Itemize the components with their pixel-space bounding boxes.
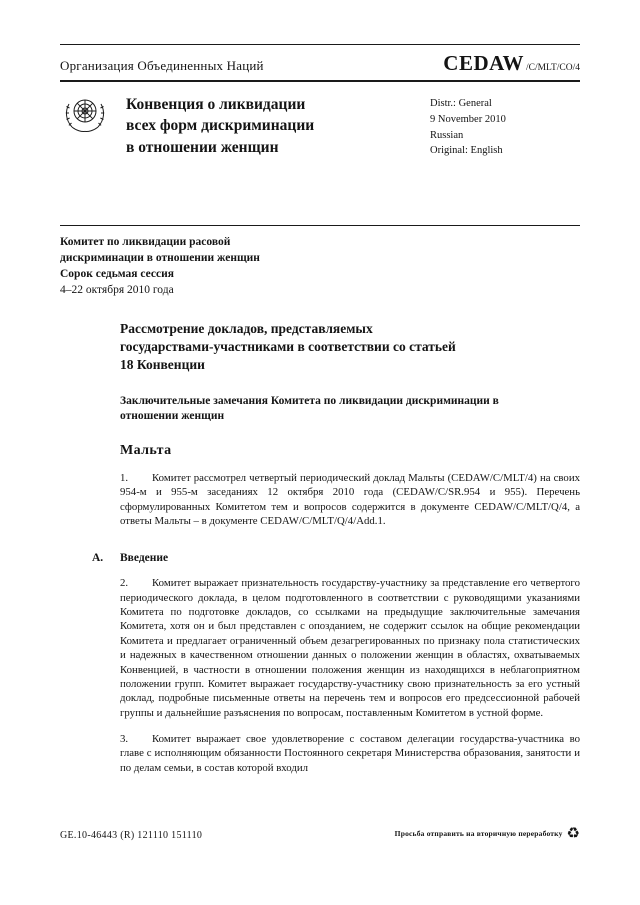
paragraph-3-text: Комитет выражает свое удовлетворение с составом делегации государства-участника во главе с исполняющим обязанности Постоянного секретаря Министерства образования, занятости и по делам семьи, в состав которой входил <box>120 732 580 774</box>
paragraph-1 <box>120 471 580 528</box>
recycle-icon: ♻ <box>566 824 580 842</box>
paragraph-1-number: 1. <box>120 471 129 484</box>
date-line: 9 November 2010 <box>430 113 506 125</box>
un-emblem-icon <box>60 94 114 159</box>
paragraph-3 <box>120 732 580 775</box>
masthead <box>60 94 580 159</box>
page-footer <box>60 826 580 841</box>
session-title: Сорок седьмая сессия <box>60 267 174 280</box>
convention-title-line: в отношении женщин <box>126 138 279 156</box>
section-a-heading <box>92 552 580 565</box>
report-subtitle: Заключительные замечания Комитета по ликвидации дискриминации в отношении женщин <box>120 394 499 423</box>
document-symbol-number: /C/MLT/CO/4 <box>525 63 580 73</box>
distribution-info <box>430 94 580 159</box>
header-heavy-divider <box>60 80 580 82</box>
header-top-divider <box>60 44 580 45</box>
committee-name-line: Комитет по ликвидации расовой <box>60 236 231 248</box>
report-title: Рассмотрение докладов, представляемых государствами-участниками в соответствии со статьей 18 Конвенции <box>120 321 456 373</box>
organization-name: Организация Объединенных Наций <box>60 58 264 73</box>
section-a-label: A. <box>92 552 104 565</box>
paragraph-3-number: 3. <box>120 732 129 745</box>
document-symbol-series: CEDAW <box>443 51 524 75</box>
section-a-title: Введение <box>120 552 169 565</box>
masthead-bottom-divider <box>60 225 580 226</box>
recycle-note: Просьба отправить на вторичную переработку <box>394 829 563 838</box>
distr-line: Distr.: General <box>430 98 492 109</box>
footer-recycle-block <box>395 826 580 841</box>
paragraph-2 <box>120 576 580 720</box>
paragraph-2-text: Комитет выражает признательность государству-участнику за представление его четвертого периодического доклада, в целом подготовленного в соответствии с руководящими указаниями Комитета по подготовке докладов, со ссылками на предыдущие заключительные замечания Комитета, хотя он и был представлен с опозданием, не содержит ссылок на общие рекомендации Комитета и предлагает ограниченный объем дезагрегированных по признаку пола статистических и надежных в качественном отношении данных о положении женщин в областях, охватываемых Конвенцией, в частности в отношении положения женщин из находящихся в неблагоприятном положении групп. Комитет выражает государству-участнику свою признательность за его устный доклад, подробные письменные ответы на перечень тем и вопросов его предсессионной рабочей группы и дальнейшие разъяснения по вопросам, поставленным Комитетом в устной форме. <box>120 577 580 719</box>
document-header <box>60 51 580 76</box>
convention-title-line: Конвенция о ликвидации <box>126 96 306 113</box>
paragraph-1-text: Комитет рассмотрел четвертый периодический доклад Мальты (CEDAW/C/MLT/4) на своих 954-м и 955-м заседаниях 12 октября 2010 года (CEDAW/C/SR.954 и 955). Перечень сформулированных Комитетом тем и вопросов содержится в документе CEDAW/C/MLT/Q/4, а ответы Мальты – в документе CEDAW/C/MLT/Q/4/Add.1. <box>120 471 580 527</box>
country-heading: Мальта <box>120 442 172 458</box>
document-body <box>92 320 580 775</box>
document-symbol <box>443 51 580 76</box>
convention-title-line: всех форм дискриминации <box>126 117 315 135</box>
paragraph-2-number: 2. <box>120 577 129 590</box>
session-dates: 4–22 октября 2010 года <box>60 283 174 296</box>
committee-name-line: дискриминации в отношении женщин <box>60 251 260 264</box>
committee-block <box>60 235 580 298</box>
original-language-line: Original: English <box>430 145 503 157</box>
language-line: Russian <box>430 129 464 141</box>
footer-document-info: GE.10-46443 (R) 121110 151110 <box>60 830 203 841</box>
convention-title <box>126 94 396 159</box>
